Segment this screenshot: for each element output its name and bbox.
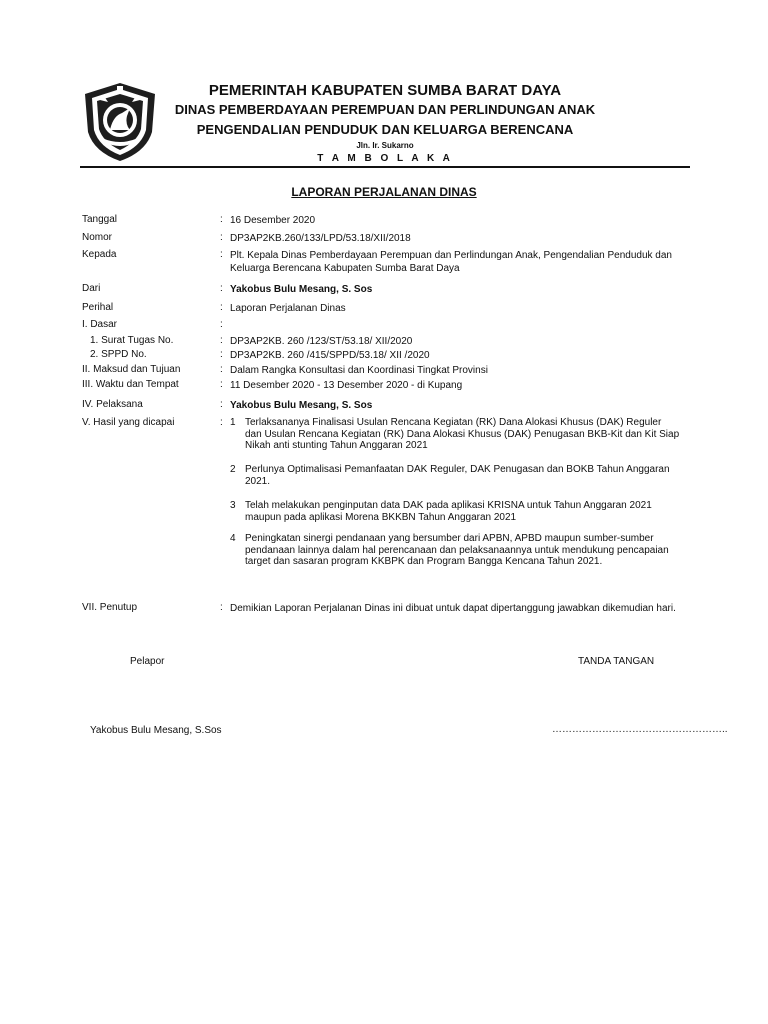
result-item: Telah melakukan penginputan data DAK pada aplikasi KRISNA untuk Tahun Anggaran 2021 maupun pada aplikasi Morena BKKBN Tahun Anggaran 2021 [245, 500, 652, 523]
agency-subname: PENGENDALIAN PENDUDUK DAN KELUARGA BERENCANA [196, 122, 574, 137]
sppd-value: DP3AP2KB. 260 /415/SPPD/53.18/ XII /2020 [230, 350, 430, 361]
pelaksana-label: IV. Pelaksana [82, 399, 143, 410]
colon: : [220, 214, 223, 225]
pelapor-label: Pelapor [130, 656, 165, 667]
kepada-value: Plt. Kepala Dinas Pemberdayaan Perempuan dan Perlindungan Anak, Pengendalian Penduduk dan Keluarga Berencana Kabupaten Sumba Barat Daya [230, 250, 672, 274]
colon: : [220, 319, 223, 330]
result-number: 4 [230, 533, 236, 544]
colon: : [220, 379, 223, 390]
government-name: PEMERINTAH KABUPATEN SUMBA BARAT DAYA [208, 82, 562, 99]
colon: : [220, 417, 223, 428]
letterhead-divider [80, 166, 690, 168]
waktu-value: 11 Desember 2020 - 13 Desember 2020 - di Kupang [230, 380, 463, 391]
surat-tugas-value: DP3AP2KB. 260 /123/ST/53.18/ XII/2020 [230, 336, 413, 347]
agency-address: Jln. Ir. Sukarno [356, 141, 414, 150]
tanggal-label: Tanggal [82, 214, 118, 225]
penutup-label: VII. Penutup [82, 602, 138, 613]
pelaksana-value: Yakobus Bulu Mesang, S. Sos [230, 400, 373, 411]
hasil-label: V. Hasil yang dicapai [82, 417, 175, 428]
dasar-label: I. Dasar [82, 319, 118, 330]
colon: : [220, 302, 223, 313]
result-number: 1 [230, 417, 236, 428]
dari-label: Dari [82, 283, 101, 294]
signature-label: TANDA TANGAN [578, 656, 655, 667]
perihal-value: Laporan Perjalanan Dinas [230, 303, 346, 314]
sppd-label: 2. SPPD No. [90, 349, 147, 360]
agency-name: DINAS PEMBERDAYAAN PEREMPUAN DAN PERLINDUNGAN ANAK [174, 102, 596, 117]
waktu-label: III. Waktu dan Tempat [82, 379, 179, 390]
tanggal-value: 16 Desember 2020 [230, 215, 316, 226]
colon: : [220, 335, 223, 346]
colon: : [220, 399, 223, 410]
maksud-value: Dalam Rangka Konsultasi dan Koordinasi Tingkat Provinsi [230, 365, 488, 376]
nomor-value: DP3AP2KB.260/133/LPD/53.18/XII/2018 [230, 233, 411, 244]
colon: : [220, 283, 223, 294]
kepada-label: Kepada [82, 249, 117, 260]
result-number: 2 [230, 464, 236, 475]
agency-city: T A M B O L A K A [317, 153, 453, 164]
maksud-label: II. Maksud dan Tujuan [82, 364, 181, 375]
colon: : [220, 249, 223, 260]
perihal-label: Perihal [82, 302, 114, 313]
document-title: LAPORAN PERJALANAN DINAS [291, 185, 477, 199]
result-item: Perlunya Optimalisasi Pemanfaatan DAK Reguler, DAK Penugasan dan BOKB Tahun Anggaran 2021. [245, 464, 670, 487]
signature-line: …………………………………………….. [552, 724, 728, 735]
surat-tugas-label: 1. Surat Tugas No. [90, 335, 174, 346]
reporter-name: Yakobus Bulu Mesang, S.Sos [90, 725, 222, 736]
colon: : [220, 349, 223, 360]
regency-emblem-icon [80, 80, 160, 164]
nomor-label: Nomor [82, 232, 113, 243]
dari-value: Yakobus Bulu Mesang, S. Sos [230, 284, 373, 295]
result-number: 3 [230, 500, 236, 511]
result-item: Terlaksananya Finalisasi Usulan Rencana Kegiatan (RK) Dana Alokasi Khusus (DAK) Reguler dan Usulan Rencana Kegiatan (RK) Dana Alokasi Khusus (DAK) Penugasan BKB-Kit dan Kit Siap Nikah anti stunting Tahun Anggaran 2021 [245, 417, 680, 451]
colon: : [220, 602, 223, 613]
colon: : [220, 364, 223, 375]
result-item: Peningkatan sinergi pendanaan yang bersumber dari APBN, APBD maupun sumber-sumber pendanaan lainnya dalam hal perencanaan dan pelaksanaannya untuk mendukung pencapaian target dan sasaran program KKBPK dan Program Bangga Kencana Tahun 2021. [245, 533, 669, 567]
penutup-value: Demikian Laporan Perjalanan Dinas ini dibuat untuk dapat dipertanggung jawabkan dikemudian hari. [230, 603, 676, 614]
colon: : [220, 232, 223, 243]
